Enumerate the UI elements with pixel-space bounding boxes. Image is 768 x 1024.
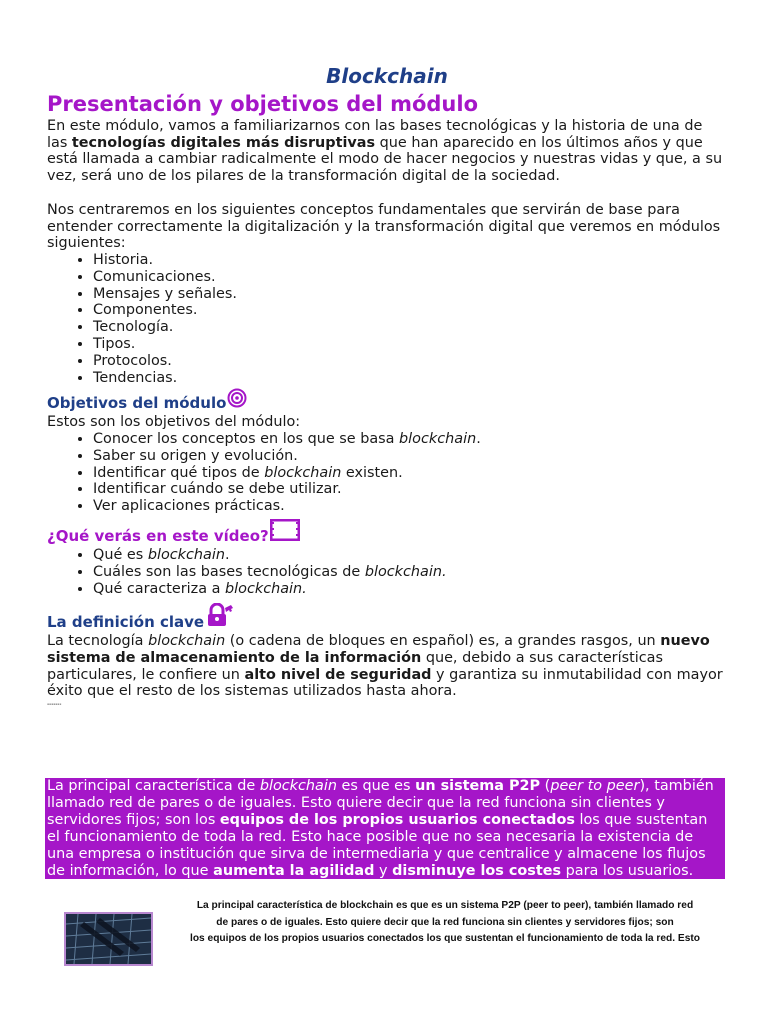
list-item: • Tipos. — [93, 336, 727, 353]
intro-text-a: En este módulo, vamos a familiarizarnos con las bases tecnológicas y la historia de una de las — [47, 118, 703, 151]
list-item: • Tendencias. — [93, 370, 727, 387]
definition-heading-text: La definición clave — [47, 613, 205, 632]
document-title: Blockchain — [326, 64, 448, 88]
concepts-list — [47, 252, 727, 386]
definition-paragraph: La tecnología blockchain (o cadena de bloques en español) es, a grandes rasgos, un nuevo sistema de almacenamiento de la información que, debido a sus características particulares, le confiere un alto nivel de seguridad y garantiza su inmutabilidad con mayor éxito que el resto de los sistemas utilizados hasta ahora. — [47, 633, 723, 700]
list-item: • Protocolos. — [93, 353, 727, 370]
list-item: • Historia. — [93, 252, 727, 269]
video-list — [47, 547, 727, 597]
list-item: • Conocer los conceptos en los que se basa blockchain. — [93, 431, 727, 448]
objectives-list — [47, 431, 727, 515]
document-page — [47, 62, 727, 707]
list-item: • Mensajes y señales. — [93, 286, 727, 303]
list-item: • Identificar cuándo se debe utilizar. — [93, 481, 727, 498]
intro-text-c: que han aparecido en los últimos años y que está llamada a cambiar radicalmente el modo de hacer negocios y nuestras vidas y que, a su vez, será uno de los pilares de la transformación digital de la sociedad. — [47, 134, 723, 185]
thumbnail-caption: La principal característica de blockchain es que es un sistema P2P (peer to peer), también llamado red de pares o de iguales. Esto quiere decir que la red funciona sin clientes y servidores fijos; son los equipos de los propios usuarios conectados los que sustentan el funcionamiento de toda la red. Esto — [189, 900, 701, 944]
intro-emphasis: tecnologías digitales más disruptivas — [71, 134, 376, 151]
list-item: • Saber su origen y evolución. — [93, 448, 727, 465]
list-item: • Qué caracteriza a blockchain. — [93, 581, 727, 598]
video-heading — [47, 519, 727, 547]
padlock-key-icon — [205, 603, 235, 633]
list-item: • Identificar qué tipos de blockchain existen. — [93, 465, 727, 482]
target-icon — [227, 388, 247, 414]
module-heading: Presentación y objetivos del módulo — [47, 92, 478, 116]
definition-heading — [47, 603, 727, 633]
video-heading-text: ¿Qué verás en este vídeo? — [47, 526, 269, 545]
list-item: • Comunicaciones. — [93, 269, 727, 286]
objectives-heading-text: Objetivos del módulo — [47, 394, 227, 413]
tiny-mark: ▪▪▪▪▪▪▪ — [47, 702, 62, 707]
list-item: • Cuáles son las bases tecnológicas de blockchain. — [93, 564, 727, 581]
intro-paragraph-2: Nos centraremos en los siguientes conceptos fundamentales que servirán de base para entender correctamente la digitalización y la transformación digital que veremos en módulos siguientes: — [47, 201, 721, 252]
list-item: • Qué es blockchain. — [93, 547, 727, 564]
list-item: • Componentes. — [93, 302, 727, 319]
objectives-intro: Estos son los objetivos del módulo: — [47, 414, 301, 431]
objectives-heading — [47, 388, 727, 414]
blockchain-thumbnail-image — [64, 912, 153, 966]
intro-paragraph-1 — [47, 118, 727, 185]
highlight-box: La principal característica de blockchain es que es un sistema P2P (peer to peer), también llamado red de pares o de iguales. Esto quiere decir que la red funciona sin clientes y servidores fijos; son los equipos de los propios usuarios conectados los que sustentan el funcionamiento de toda la red. Esto hace posible que no sea necesaria la existencia de una empresa o institución que sirva de intermediaria y que centralice y almacene los flujos de información, lo que aumenta la agilidad y disminuye los costes para los usuarios. — [45, 778, 725, 879]
film-strip-icon — [270, 519, 300, 547]
list-item: • Ver aplicaciones prácticas. — [93, 498, 727, 515]
list-item: • Tecnología. — [93, 319, 727, 336]
